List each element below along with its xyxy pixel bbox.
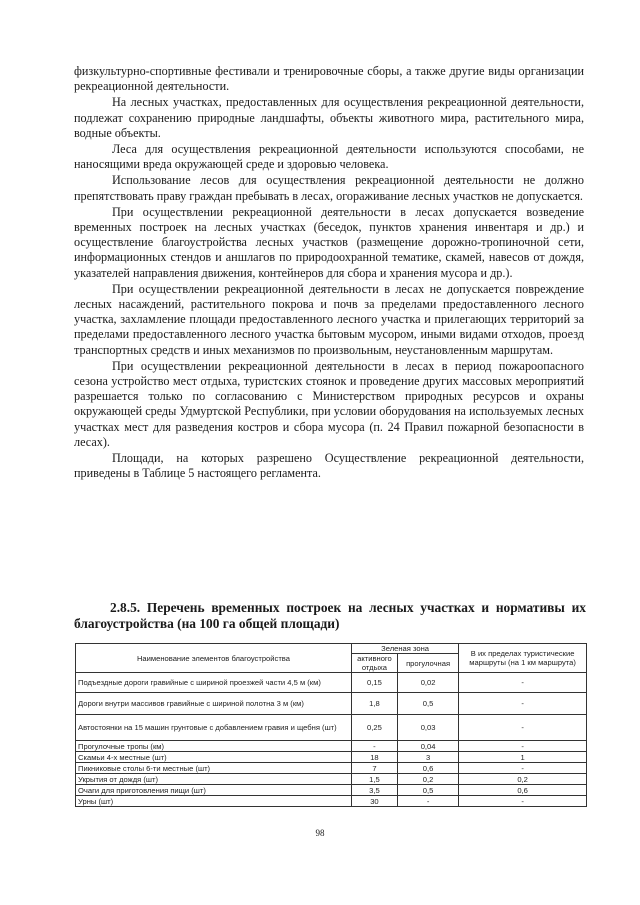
paragraph: Использование лесов для осуществления рекреационной деятельности не должно препятствовать праву граждан пребывать в лесах, огораживание лесных участков не допускается.	[74, 173, 584, 203]
header-green-zone: Зеленая зона	[351, 644, 458, 654]
row-name: Автостоянки на 15 машин грунтовые с добавлением гравия и щебня (шт)	[76, 715, 352, 741]
row-active: 0,15	[351, 673, 397, 693]
row-name: Урны (шт)	[76, 796, 352, 807]
row-name: Скамьи 4-х местные (шт)	[76, 752, 352, 763]
row-active: -	[351, 741, 397, 752]
row-walk: 0,03	[397, 715, 458, 741]
row-walk: 0,04	[397, 741, 458, 752]
paragraph: физкультурно-спортивные фестивали и тренировочные сборы, а также другие виды организации рекреационной деятельности.	[74, 64, 584, 94]
row-walk: 3	[397, 752, 458, 763]
row-walk: 0,6	[397, 763, 458, 774]
table-row	[76, 752, 587, 763]
table-row	[76, 774, 587, 785]
row-active: 1,8	[351, 693, 397, 715]
paragraph: При осуществлении рекреационной деятельности в лесах допускается возведение временных построек на лесных участках (беседок, пунктов хранения инвентаря и др.) и осуществление благоустройства лесных участков (размещение дорожно-тропиночной сети, информационных стендов и аншлагов по природоохранной тематике, скамей, навесов от дождя, указателей направления движения, контейнеров для сбора и хранения мусора и др.).	[74, 204, 584, 280]
row-tourist: 0,2	[459, 774, 587, 785]
row-tourist: -	[459, 763, 587, 774]
row-walk: 0,02	[397, 673, 458, 693]
table-row	[76, 763, 587, 774]
row-active: 30	[351, 796, 397, 807]
table-row	[76, 796, 587, 807]
row-tourist: -	[459, 673, 587, 693]
row-walk: 0,5	[397, 785, 458, 796]
header-walk: прогулочная	[397, 654, 458, 673]
row-name: Очаги для приготовления пищи (шт)	[76, 785, 352, 796]
row-active: 3,5	[351, 785, 397, 796]
table-row	[76, 693, 587, 715]
table-body	[76, 673, 587, 807]
header-active: активного отдыха	[351, 654, 397, 673]
table-row	[76, 715, 587, 741]
table-row	[76, 785, 587, 796]
page-number: 98	[315, 828, 325, 838]
paragraph: При осуществлении рекреационной деятельности в лесах не допускается повреждение лесных насаждений, растительного покрова и почв за пределами предоставленного лесного участка, захламление площади предоставленного лесного участка и прилегающих территорий за пределами предоставленного лесного участка бытовым мусором, иными видами отходов, проезд транспортных средств и иных механизмов по произвольным, неустановленным маршрутам.	[74, 281, 584, 357]
paragraph: Леса для осуществления рекреационной деятельности используются способами, не наносящими вреда окружающей среде и здоровью человека.	[74, 142, 584, 172]
row-tourist: -	[459, 693, 587, 715]
row-name: Прогулочные тропы (км)	[76, 741, 352, 752]
paragraph: На лесных участках, предоставленных для осуществления рекреационной деятельности, подлежат сохранению природные ландшафты, объекты животного мира, растительного мира, водные объекты.	[74, 95, 584, 140]
row-active: 0,25	[351, 715, 397, 741]
row-tourist: -	[459, 715, 587, 741]
row-walk: 0,5	[397, 693, 458, 715]
row-active: 1,5	[351, 774, 397, 785]
row-tourist: -	[459, 796, 587, 807]
paragraph: При осуществлении рекреационной деятельности в лесах в период пожароопасного сезона устройство мест отдыха, туристских стоянок и проведение других массовых мероприятий разрешается только по согласованию с Министерством природных ресурсов и охраны окружающей среды Удмуртской Республики, при условии оборудования на используемых лесных участках мест для разведения костров и сбора мусора (п. 24 Правил пожарной безопасности в лесах).	[74, 358, 584, 449]
row-name: Дороги внутри массивов гравийные с шириной полотна 3 м (км)	[76, 693, 352, 715]
row-active: 18	[351, 752, 397, 763]
row-walk: 0,2	[397, 774, 458, 785]
table-row	[76, 673, 587, 693]
section-heading: 2.8.5. Перечень временных построек на лесных участках и нормативы их благоустройства (на 100 га общей площади)	[74, 600, 586, 631]
body-text	[74, 64, 584, 482]
paragraph: Площади, на которых разрешено Осуществление рекреационной деятельности, приведены в Таблице 5 настоящего регламента.	[74, 451, 584, 481]
row-walk: -	[397, 796, 458, 807]
row-tourist: 1	[459, 752, 587, 763]
row-tourist: 0,6	[459, 785, 587, 796]
row-tourist: -	[459, 741, 587, 752]
row-name: Подъездные дороги гравийные с шириной проезжей части 4,5 м (км)	[76, 673, 352, 693]
table-row	[76, 741, 587, 752]
row-active: 7	[351, 763, 397, 774]
row-name: Укрытия от дождя (шт)	[76, 774, 352, 785]
row-name: Пикниковые столы 6-ти местные (шт)	[76, 763, 352, 774]
standards-table	[75, 643, 587, 807]
header-tourist: В их пределах туристические маршруты (на 1 км маршрута)	[459, 644, 587, 673]
header-name: Наименование элементов благоустройства	[76, 644, 352, 673]
